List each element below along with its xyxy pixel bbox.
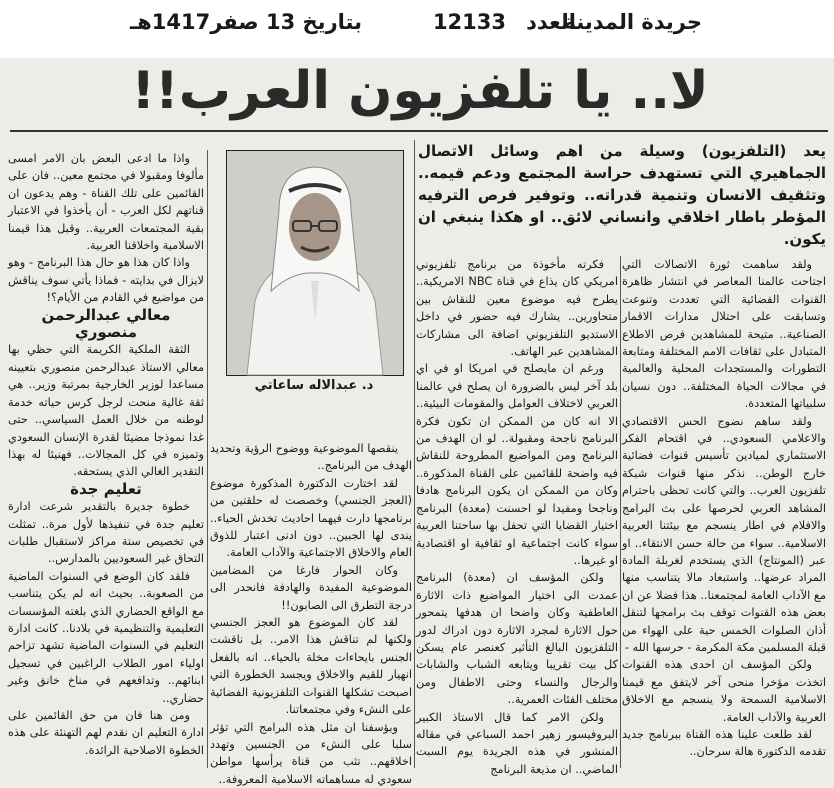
author-photo — [226, 150, 404, 376]
article-column-2 — [416, 256, 618, 768]
section-subhead: تعليم جدة — [8, 481, 204, 498]
column-divider — [620, 256, 621, 768]
paragraph: واذا ما ادعى البعض بان الامر امسى مألوفا ومقبولا في مجتمع معين.. فان على القائمين على تلك القناة - وهم يدعون ان قناتهم لكل العرب - أن يأخذوا في الاعتبار بقية المجتمعات العربية.. وقبل هذا قيمنا الاسلامية واخلاقنا العربية. — [8, 150, 204, 254]
paragraph: الثقة الملكية الكريمة التي حظي بها معالي الاستاذ عبدالرحمن منصوري بتعيينه مساعدا لوزير الخارجية بمرتبة وزير.. هي ثقة غالية منحت لرجل كرس حياته خدمة لوطنه من خلال العمل السياسي.. حتى غدا نموذجا مضيئا لقدرة الإنسان السعودي وتميزه في كل المجالات.. فهنيئا له بهذا التقدير الغالي الذي يستحقه. — [8, 341, 204, 480]
article-column-4 — [8, 150, 204, 768]
paragraph: لقد اختارت الدكتورة المذكورة موضوع (العجز الجنسي) وخصصت له حلقتين من برنامجها دارت فيهما احاديث تخدش الحياء.. يندى لها الجبين.. دون ادنى اعتبار للذوق العام والاخلاق الاجتماعية والآداب العامة. — [210, 475, 412, 562]
paragraph: واذا كان هذا هو حال هذا البرنامج - وهو لايزال في بدايته - فماذا يأتي سوف يناقش من مواضيع في القادم من الأيام؟! — [8, 254, 204, 306]
paragraph: خطوة جديرة بالتقدير شرعت ادارة تعليم جدة في تنفيذها لأول مرة.. تمثلت في تخصيص ستة مراكز لاستقبال طلبات التحاق غير السعوديين بالمدارس.. — [8, 498, 204, 568]
paragraph: فكرته مأخوذة من برنامج تلفزيوني امريكي كان يذاع في قناة NBC الامريكية.. يطرح فيه موضوع معين للنقاش بين متحاورين.. يشارك فيه حضور في داخل الاستديو التلفزيوني اضافة الى مشاركات المشاهدين عبر الهاتف. — [416, 256, 618, 360]
paragraph: ولكن المؤسف ان (معدة) البرنامج عمدت الى اختيار المواضيع ذات الاثارة العاطفية وكان واضحا ان هدفها يتمحور حول الاثارة لمجرد الاثارة دون ادراك لدور التلفزيون البالغ التأثير كعنصر عام يسكن كل بيت تقريبا ويتابعه الشباب والشابات والرجال والنساء وحتى الاطفال ومن مختلف الفئات العمرية.. — [416, 569, 618, 708]
paragraph: وكان الحوار فارغا من المضامين الموضوعية المفيدة والهادفة فانحدر الى درجة التطرق الى الصابون!! — [210, 562, 412, 614]
newspaper-header — [0, 0, 834, 58]
paragraph: ولكن الامر كما قال الاستاذ الكبير البروفيسور زهير احمد السباعي في مقاله المنشور في هذه الجريدة يوم السبت الماضي.. ان مذيعة البرنامج — [416, 709, 618, 779]
article-column-3 — [210, 440, 412, 768]
column-divider — [207, 150, 208, 768]
paragraph: ويؤسفنا ان مثل هذه البرامج التي تؤثر سلبا على النشء من الجنسين وتهدد اخلاقهم.. تثب من قناة يرأسها مواطن سعودي له مساهماته الاسلامية المعروفة.. — [210, 719, 412, 788]
paragraph: ومن هنا فان من حق القائمين على ادارة التعليم ان نقدم لهم التهنئة على هذه الخطوة الاصلاحية الرائدة. — [8, 707, 204, 759]
article-intro: يعد (التلفزيون) وسيلة من اهم وسائل الاتصال الجماهيري التي تستهدف حراسة المجتمع ودعم قيمه.. وتثقيف الانسان وتنمية قدراته.. وتوفير فرص الترفيه المؤطر باطار اخلاقي وانساني لائق.. او هكذا ينبغي ان يكون. — [418, 140, 826, 252]
paragraph: لقد طلعت علينا هذه القناة ببرنامج جديد تقدمه الدكتورة هالة سرحان.. — [622, 726, 826, 761]
paragraph: ولقد ساهمت ثورة الاتصالات التي اجتاحت عالمنا المعاصر في انتشار ظاهرة القنوات الفضائية التي تعددت وتنوعت وتسابقت على احتلال مدارات الاقمار الصناعية.. متيحة للمشاهدين فرص الاطلاع المتبادل على ثقافات الامم المختلفة ومتابعة التطورات والمستجدات المحلية والعالمية في مجالات الحياة المختلفة.. دون نسيان سلبياتها المتعددة. — [622, 256, 826, 413]
issue-label: العدد — [526, 10, 576, 34]
photo-caption: د. عبدالاله ساعاتي — [226, 378, 402, 398]
article-headline: لا.. يا تلفزيون العرب!! — [120, 58, 720, 124]
author-portrait-icon — [227, 151, 403, 375]
column-divider — [414, 140, 415, 768]
paragraph: ولقد ساهم نضوج الحس الاقتصادي والاعلامي السعودي.. في اقتحام الفكر الاستثماري لميادين تأسيس قنوات فضائية خارج الوطن.. نذكر منها قنوات شبكة تلفزيون العرب.. والتي كانت تحظى باحترام المشاهد العربي لحرصها على بث البرامج والافلام في اطار ينسجم مع بيئتنا العربية الاسلامية.. سواء من حالة حسن الانتقاء.. او عبر (المونتاج) الذي يستخدم لغربلة المادة المراد عرضها.. واستبعاد مالا يتناسب منها مع الآداب العامة لمجتمعنا.. هذا فضلا عن ان بعض هذه القنوات توقف بث برامجها لتنقل أذان الصلوات الخمس حية على الهواء من قبلة المسلمين مكة المكرمة - حرسها الله - — [622, 413, 826, 657]
issue-date: بتاريخ 13 صفر1417هـ — [130, 10, 362, 34]
paragraph: ورغم ان مايصلح في امريكا او في اي بلد آخر ليس بالضرورة ان يصلح في عالمنا العربي لاختلاف العوامل والمقومات البيئية.. الا انه كان من الممكن ان تكون فكرة البرنامج ناجحة ومقبولة.. لو ان الهدف من البرنامج ومن المواضيع المطروحة للنقاش فيه واضحة للقائمين على القناة المذكورة.. وكان من الممكن ان يكون البرنامج هادفا وناجحا ومفيدا لو احسنت (معدة) البرنامج اختيار القضايا التي تحفل بها ساحتنا العربية سواء كانت اجتماعية او ثقافية او اقتصادية او غيرها.. — [416, 360, 618, 569]
paragraph: فلقد كان الوضع في السنوات الماضية من الصعوبة.. بحيث انه لم يكن يتناسب مع الواقع الحضاري الذي بلغته المؤسسات التعليمية والتنظيمية في بلادنا.. كانت ادارة التعليم في السنوات الماضية تشهد تزاحم اولياء امور الطلاب الراغبين في تسجيل ابنائهم.. وتدافعهم في مناخ خانق وغير حضاري.. — [8, 568, 204, 707]
article-column-1 — [622, 256, 826, 768]
newspaper-name: جريدة المدينة — [564, 10, 702, 34]
paragraph: ينقصها الموضوعية ووضوح الرؤية وتحديد الهدف من البرنامج.. — [210, 440, 412, 475]
paragraph: ولكن المؤسف ان احدى هذه القنوات اتخذت مؤخرا منحى آخر لايتفق مع قيمنا الاسلامية السمحة ولا ينسجم مع الاخلاق العربية والآداب العامة. — [622, 656, 826, 726]
headline-divider — [10, 130, 828, 132]
section-subhead: معالي عبدالرحمن منصوري — [8, 307, 204, 342]
issue-number: 12133 — [433, 10, 506, 34]
paragraph: لقد كان الموضوع هو العجز الجنسي ولكنها لم تناقش هذا الامر.. بل ناقشت الجنس بايحاءات مخلة بالحياء.. انه بالفعل انهيار للقيم والاخلاق ويجسد الخطورة التي اصبحت تشكلها القنوات التلفزيونية الفضائية على النشء وفي مجتمعاتنا. — [210, 614, 412, 718]
